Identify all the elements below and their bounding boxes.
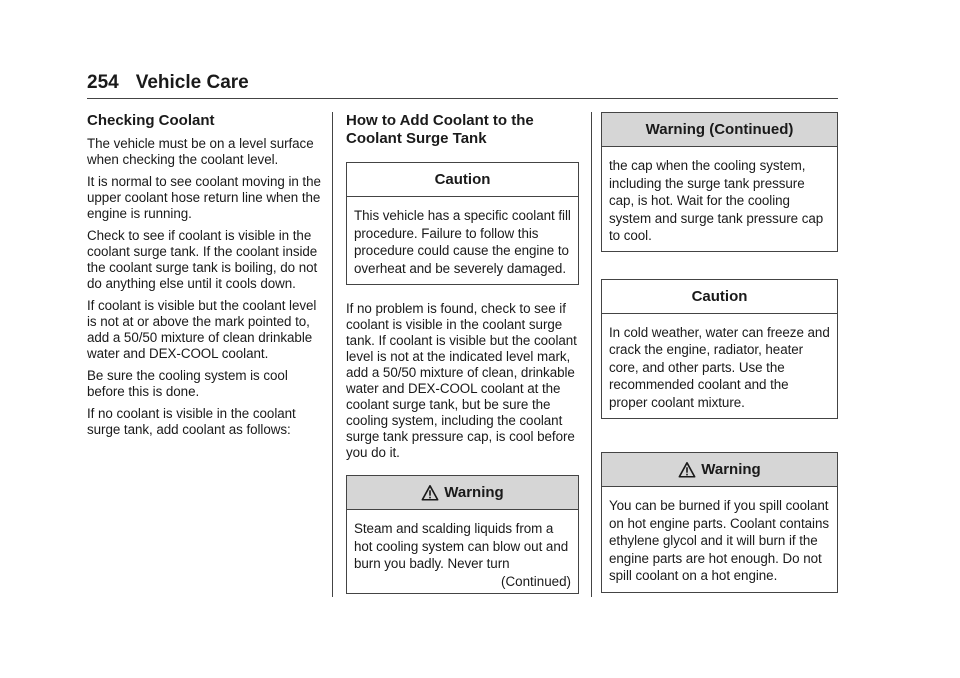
body-paragraph: Be sure the cooling system is cool before this is done. [87, 368, 288, 399]
body-paragraph: It is normal to see coolant moving in the upper coolant hose return line when the engine is running. [87, 174, 321, 221]
caution-text: This vehicle has a specific coolant fill procedure. Failure to follow this procedure could cause the engine to overheat and be severely damaged. [354, 208, 571, 276]
body-paragraph: If no problem is found, check to see if coolant is visible in the coolant surge tank. If coolant is visible but the coolant level is not at the indicated level mark, add a 50/50 mixture of clean, drinkable water and DEX-COOL coolant at the coolant surge tank, but be sure the cooling system, including the coolant surge tank pressure cap, is cool before you do it. [346, 301, 577, 460]
column-1 [87, 112, 323, 444]
warning-box [601, 452, 838, 593]
caution-title: Caution [347, 163, 578, 197]
warning-continued-title: Warning (Continued) [602, 113, 837, 147]
warning-continued-text: the cap when the cooling system, including the surge tank pressure cap, is hot. Wait for the cooling system and surge tank pressure cap to cool. [609, 158, 824, 243]
warning-title-bar [347, 476, 578, 510]
body-paragraph: If coolant is visible but the coolant level is not at or above the mark pointed to, add a 50/50 mixture of clean drinkable water and DEX-COOL coolant. [87, 298, 317, 361]
caution-box [601, 279, 838, 420]
column-3 [601, 112, 838, 593]
warning-triangle-icon [421, 484, 439, 502]
warning-title-bar [602, 453, 837, 487]
page-number: 254 [87, 72, 119, 93]
page-header [87, 68, 838, 99]
warning-text: Steam and scalding liquids from a hot cooling system can blow out and burn you badly. Never turn [354, 521, 569, 571]
body-paragraph: If no coolant is visible in the coolant surge tank, add coolant as follows: [87, 406, 296, 437]
column-2 [346, 112, 579, 594]
warning-continued-box [601, 112, 838, 252]
warning-text: You can be burned if you spill coolant on hot engine parts. Coolant contains ethylene glycol and it will burn if the engine parts are hot enough. Do not spill coolant on a hot engine. [609, 498, 829, 583]
body-paragraph: The vehicle must be on a level surface when checking the coolant level. [87, 136, 314, 167]
section-title: Vehicle Care [135, 72, 249, 93]
caution-box [346, 162, 579, 285]
warning-title: Warning [701, 461, 761, 478]
checking-coolant-heading: Checking Coolant [87, 112, 215, 129]
column-divider [332, 112, 333, 597]
column-divider [591, 112, 592, 597]
caution-text: In cold weather, water can freeze and crack the engine, radiator, heater core, and other parts. Use the recommended coolant and the proper coolant mixture. [609, 324, 830, 410]
continued-label: (Continued) [501, 573, 571, 589]
warning-triangle-icon [678, 461, 696, 479]
caution-title: Caution [602, 280, 837, 314]
warning-box [346, 475, 579, 594]
add-coolant-heading: How to Add Coolant to the Coolant Surge Tank [346, 112, 534, 147]
body-paragraph: Check to see if coolant is visible in the coolant surge tank. If the coolant inside the coolant surge tank is boiling, do not do anything else until it cools down. [87, 228, 318, 291]
warning-title: Warning [444, 484, 504, 501]
